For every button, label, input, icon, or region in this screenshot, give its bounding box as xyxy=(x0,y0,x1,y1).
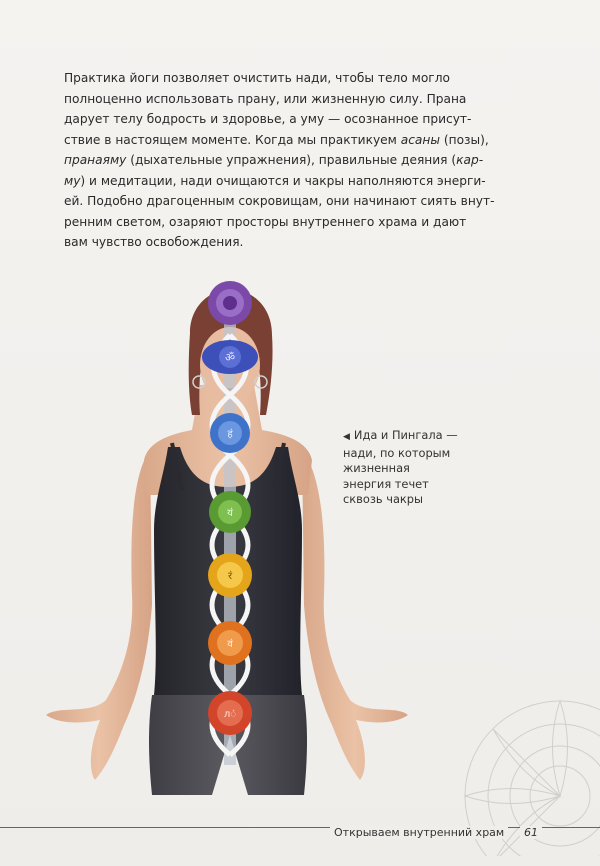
left-arm xyxy=(46,450,152,780)
body-line: полноценно использовать прану, или жизненную силу. Прана xyxy=(64,91,467,106)
caption-line: энергия течет xyxy=(343,476,429,491)
svg-text:лं: лं xyxy=(223,709,237,720)
body-line: му) и медитации, нади очищаются и чакры наполняются энерги- xyxy=(64,173,486,188)
figure-caption xyxy=(343,428,503,508)
body-line: пранаяму (дыхательные упражнения), правильные деяния (кар- xyxy=(64,153,484,167)
svg-text:हं: हं xyxy=(227,429,233,440)
chakra-solar-plexus-icon xyxy=(208,553,252,597)
chakra-figure xyxy=(40,275,420,795)
body-line: Практика йоги позволяет очистить нади, чтобы тело могло xyxy=(64,71,450,85)
body-line: ствие в настоящем моменте. Когда мы практикуем асаны (позы), xyxy=(64,132,489,147)
body-line: ей. Подобно драгоценным сокровищам, они начинают сиять внут- xyxy=(64,194,495,208)
chakra-heart-icon xyxy=(209,491,251,533)
svg-text:वं: वं xyxy=(227,639,233,650)
chakra-crown-icon xyxy=(208,281,252,325)
chakra-sacral-icon xyxy=(208,621,252,665)
body-paragraph xyxy=(64,68,524,253)
body-line: дарует телу бодрость и здоровье, а уму — осознанное присут- xyxy=(64,112,472,126)
svg-text:ॐ: ॐ xyxy=(224,351,236,364)
caption-line: нади, по которым xyxy=(343,445,451,460)
body-line: ренним светом, озаряют просторы внутреннего храма и дают xyxy=(64,214,467,229)
page-number: 61 xyxy=(520,826,542,839)
caption-line: жизненная xyxy=(343,461,410,475)
svg-text:रं: रं xyxy=(227,571,233,582)
body-line: вам чувство освобождения. xyxy=(64,235,244,249)
footer-rule xyxy=(0,827,600,828)
caption-line: сквозь чакры xyxy=(343,492,424,506)
running-footer-title: Открываем внутренний храм xyxy=(330,826,508,839)
chakra-third-eye-icon xyxy=(202,340,258,374)
caption-arrow-icon: ◀ xyxy=(343,432,350,442)
chakra-throat-icon xyxy=(210,413,250,453)
caption-line: ◀ Ида и Пингала — xyxy=(343,428,458,442)
chakra-root-icon xyxy=(208,691,252,735)
svg-text:यं: यं xyxy=(227,508,233,519)
